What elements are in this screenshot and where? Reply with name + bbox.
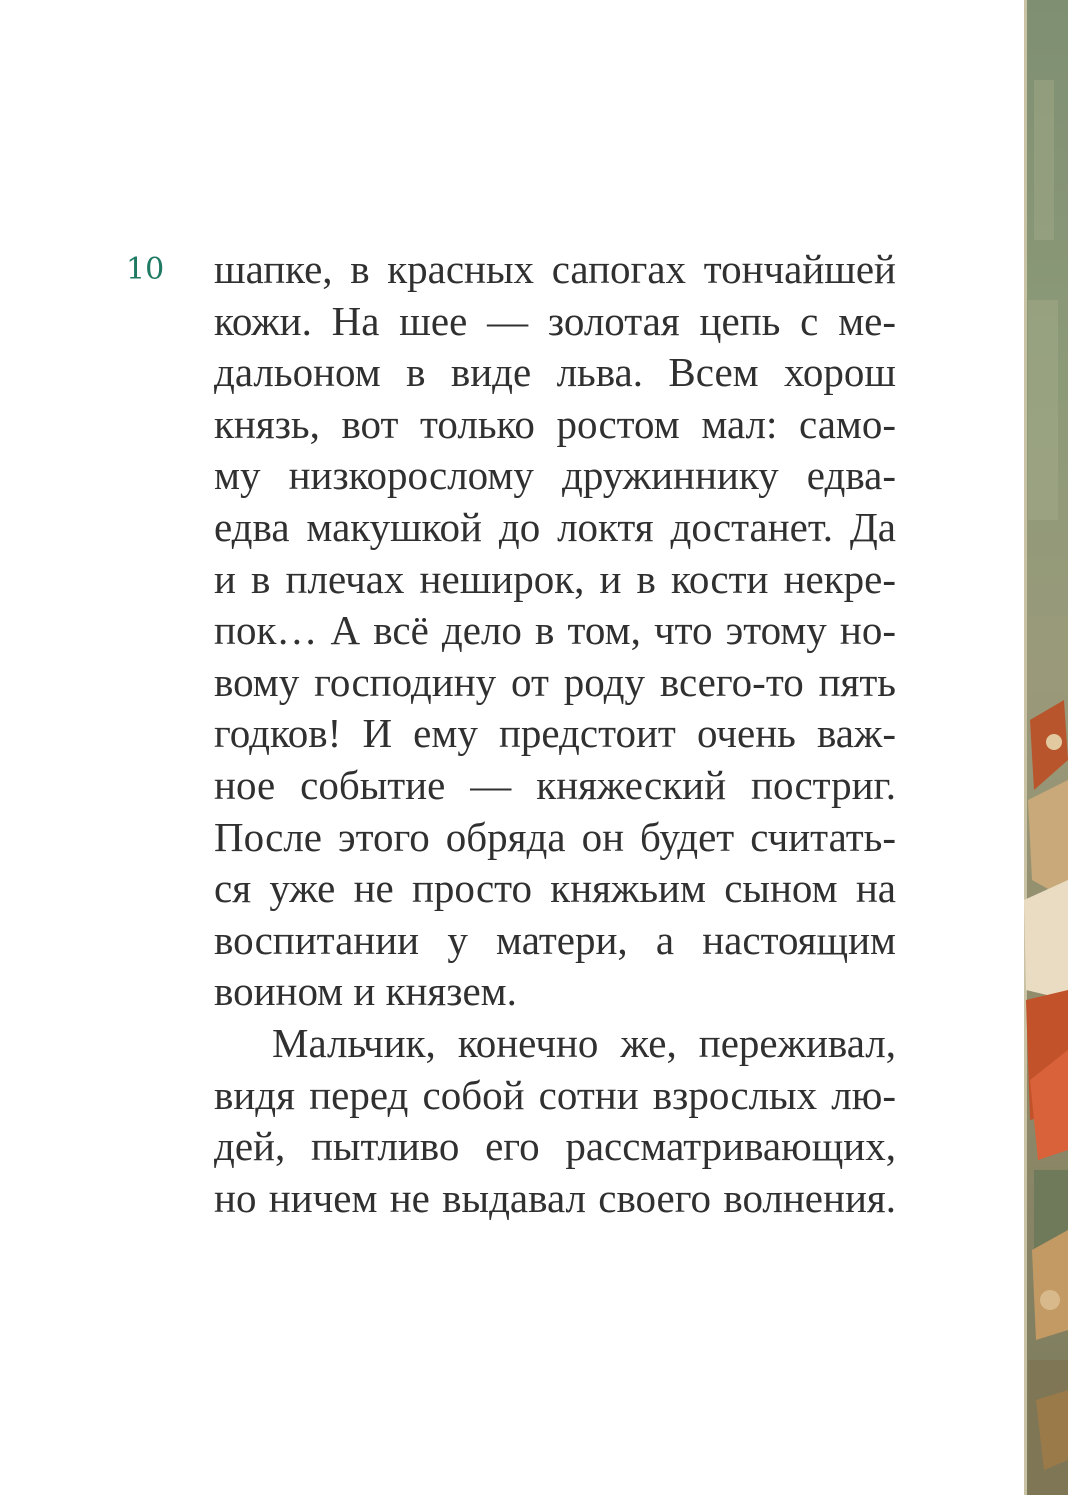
paragraph <box>214 1018 896 1224</box>
text-line: но ничем не выдавал своего волнения. <box>214 1174 896 1221</box>
illustration-edge <box>1024 0 1068 1495</box>
text-line: После этого обряда он будет считать- <box>214 813 896 860</box>
text-line: едва макушкой до локтя достанет. Да <box>214 503 896 550</box>
text-line: князь, вот только ростом мал: само- <box>214 400 896 447</box>
text-line: ное событие — княжеский постриг. <box>214 761 896 808</box>
text-line: дей, пытливо его рассматривающих, <box>214 1123 896 1170</box>
text-line: шапке, в красных сапогах тончайшей <box>214 246 896 292</box>
body-text <box>214 244 896 1224</box>
text-line: ся уже не просто княжьим сыном на <box>214 865 896 912</box>
painting-image <box>1024 0 1068 1495</box>
text-line: годков! И ему предстоит очень важ- <box>214 710 896 757</box>
text-line: воином и князем. <box>214 968 517 1015</box>
page-number: 10 <box>126 252 165 287</box>
text-line: воспитании у матери, а настоящим <box>214 916 896 963</box>
text-line: видя перед собой сотни взрослых лю- <box>214 1071 896 1118</box>
text-line: кожи. На шее — золотая цепь с ме- <box>214 297 896 344</box>
text-line: и в плечах неширок, и в кости некре- <box>214 555 896 602</box>
text-line: дальоном в виде льва. Всем хорош <box>214 349 896 396</box>
text-line: вому господину от роду всего-то пять <box>214 658 896 705</box>
text-line: Мальчик, конечно же, переживал, <box>272 1019 896 1066</box>
paragraph <box>214 244 896 1018</box>
text-line: пок… А всё дело в том, что этому но- <box>214 607 896 654</box>
text-line: му низкорослому дружиннику едва- <box>214 452 896 499</box>
